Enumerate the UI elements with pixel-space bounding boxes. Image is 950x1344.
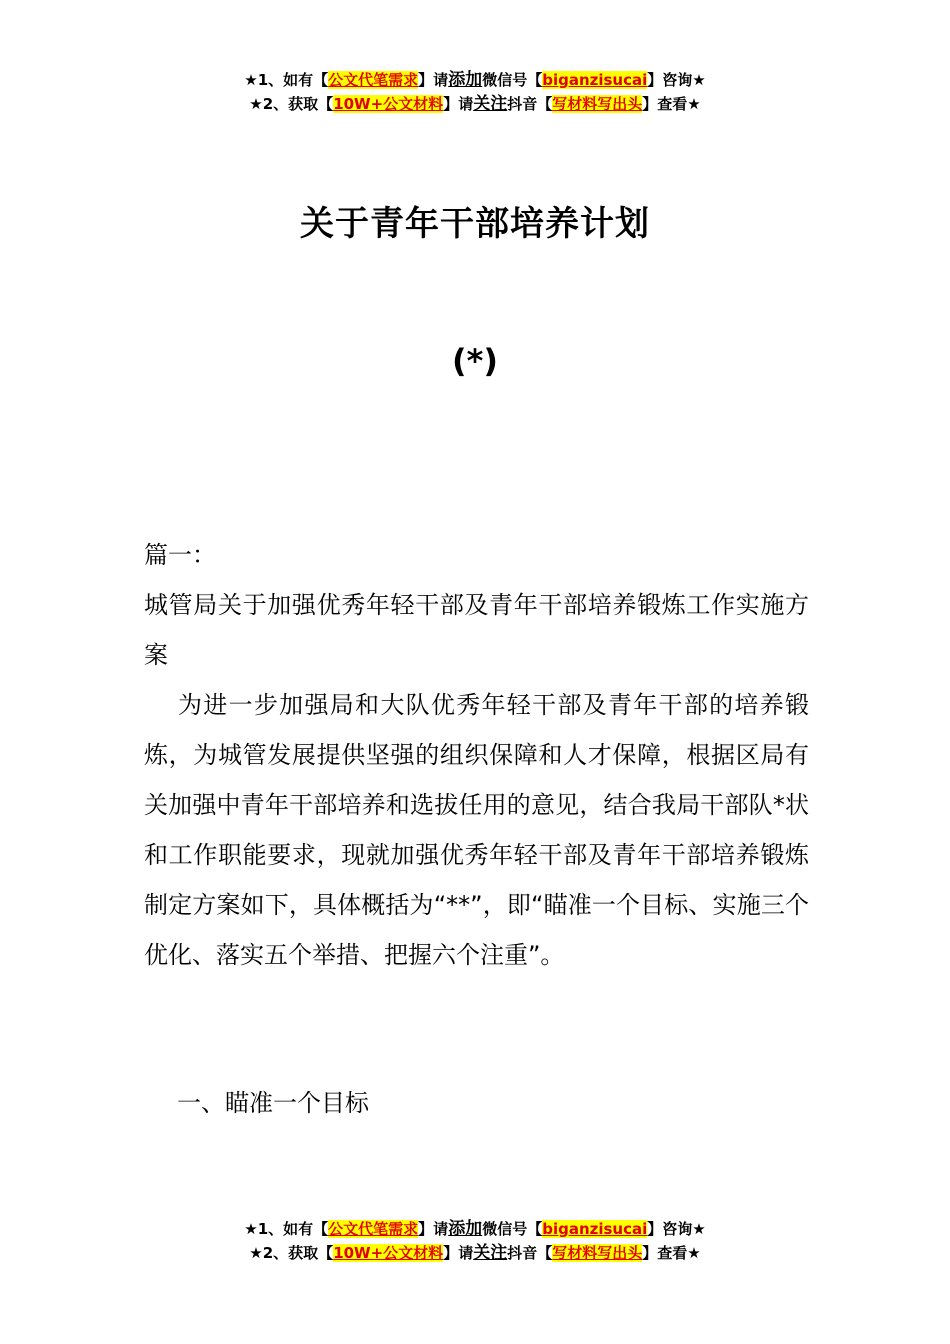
banner-emphasis: 添加: [448, 1219, 483, 1239]
banner-text: 】请: [443, 1244, 474, 1262]
document-body: [144, 530, 809, 980]
banner-text: 】请: [443, 95, 474, 113]
highlight-douyin-id: 写材料写出头: [552, 1244, 643, 1262]
highlight-douyin-id: 写材料写出头: [552, 95, 643, 113]
banner-suffix: 】咨询★: [647, 71, 706, 89]
article-title: 城管局关于加强优秀年轻干部及青年干部培养锻炼工作实施方案: [144, 591, 809, 669]
document-title: 关于青年干部培养计划: [300, 204, 650, 244]
banner-text: 】请: [418, 1220, 449, 1238]
highlight-materials: 10W+公文材料: [333, 95, 444, 113]
banner-prefix: ★1、如有【: [244, 1220, 329, 1238]
banner-suffix: 】咨询★: [647, 1220, 706, 1238]
banner-text: 微信号【: [482, 1220, 543, 1238]
banner-text: 】请: [418, 71, 449, 89]
banner-suffix: 】查看★: [642, 95, 701, 113]
highlight-service: 公文代笔需求: [328, 71, 419, 89]
highlight-service: 公文代笔需求: [328, 1220, 419, 1238]
highlight-materials: 10W+公文材料: [333, 1244, 444, 1262]
banner-emphasis: 关注: [473, 1243, 508, 1263]
banner-prefix: ★2、获取【: [249, 95, 334, 113]
banner-text: 抖音【: [507, 95, 553, 113]
banner-line-2: [0, 1241, 950, 1265]
footer-banner: [0, 1217, 950, 1265]
banner-emphasis: 添加: [448, 70, 483, 90]
banner-prefix: ★1、如有【: [244, 71, 329, 89]
banner-prefix: ★2、获取【: [249, 1244, 334, 1262]
banner-line-2: [0, 92, 950, 116]
banner-emphasis: 关注: [473, 94, 508, 114]
banner-line-1: [0, 1217, 950, 1241]
banner-line-1: [0, 68, 950, 92]
banner-text: 抖音【: [507, 1244, 553, 1262]
document-subtitle: (*): [452, 342, 498, 380]
section-heading-1: 一、瞄准一个目标: [177, 1089, 369, 1117]
highlight-wechat-id: biganzisucai: [542, 71, 648, 89]
banner-text: 微信号【: [482, 71, 543, 89]
header-banner: [0, 68, 950, 116]
highlight-wechat-id: biganzisucai: [542, 1220, 648, 1238]
section-label: 篇一：: [144, 541, 216, 569]
banner-suffix: 】查看★: [642, 1244, 701, 1262]
paragraph-1: 为进一步加强局和大队优秀年轻干部及青年干部的培养锻炼，为城管发展提供坚强的组织保障和人才保障，根据区局有关加强中青年干部培养和选拔任用的意见，结合我局干部队*状和工作职能要求，现就加强优秀年轻干部及青年干部培养锻炼制定方案如下，具体概括为“**”，即“瞄准一个目标、实施三个优化、落实五个举措、把握六个注重”。: [144, 691, 809, 969]
